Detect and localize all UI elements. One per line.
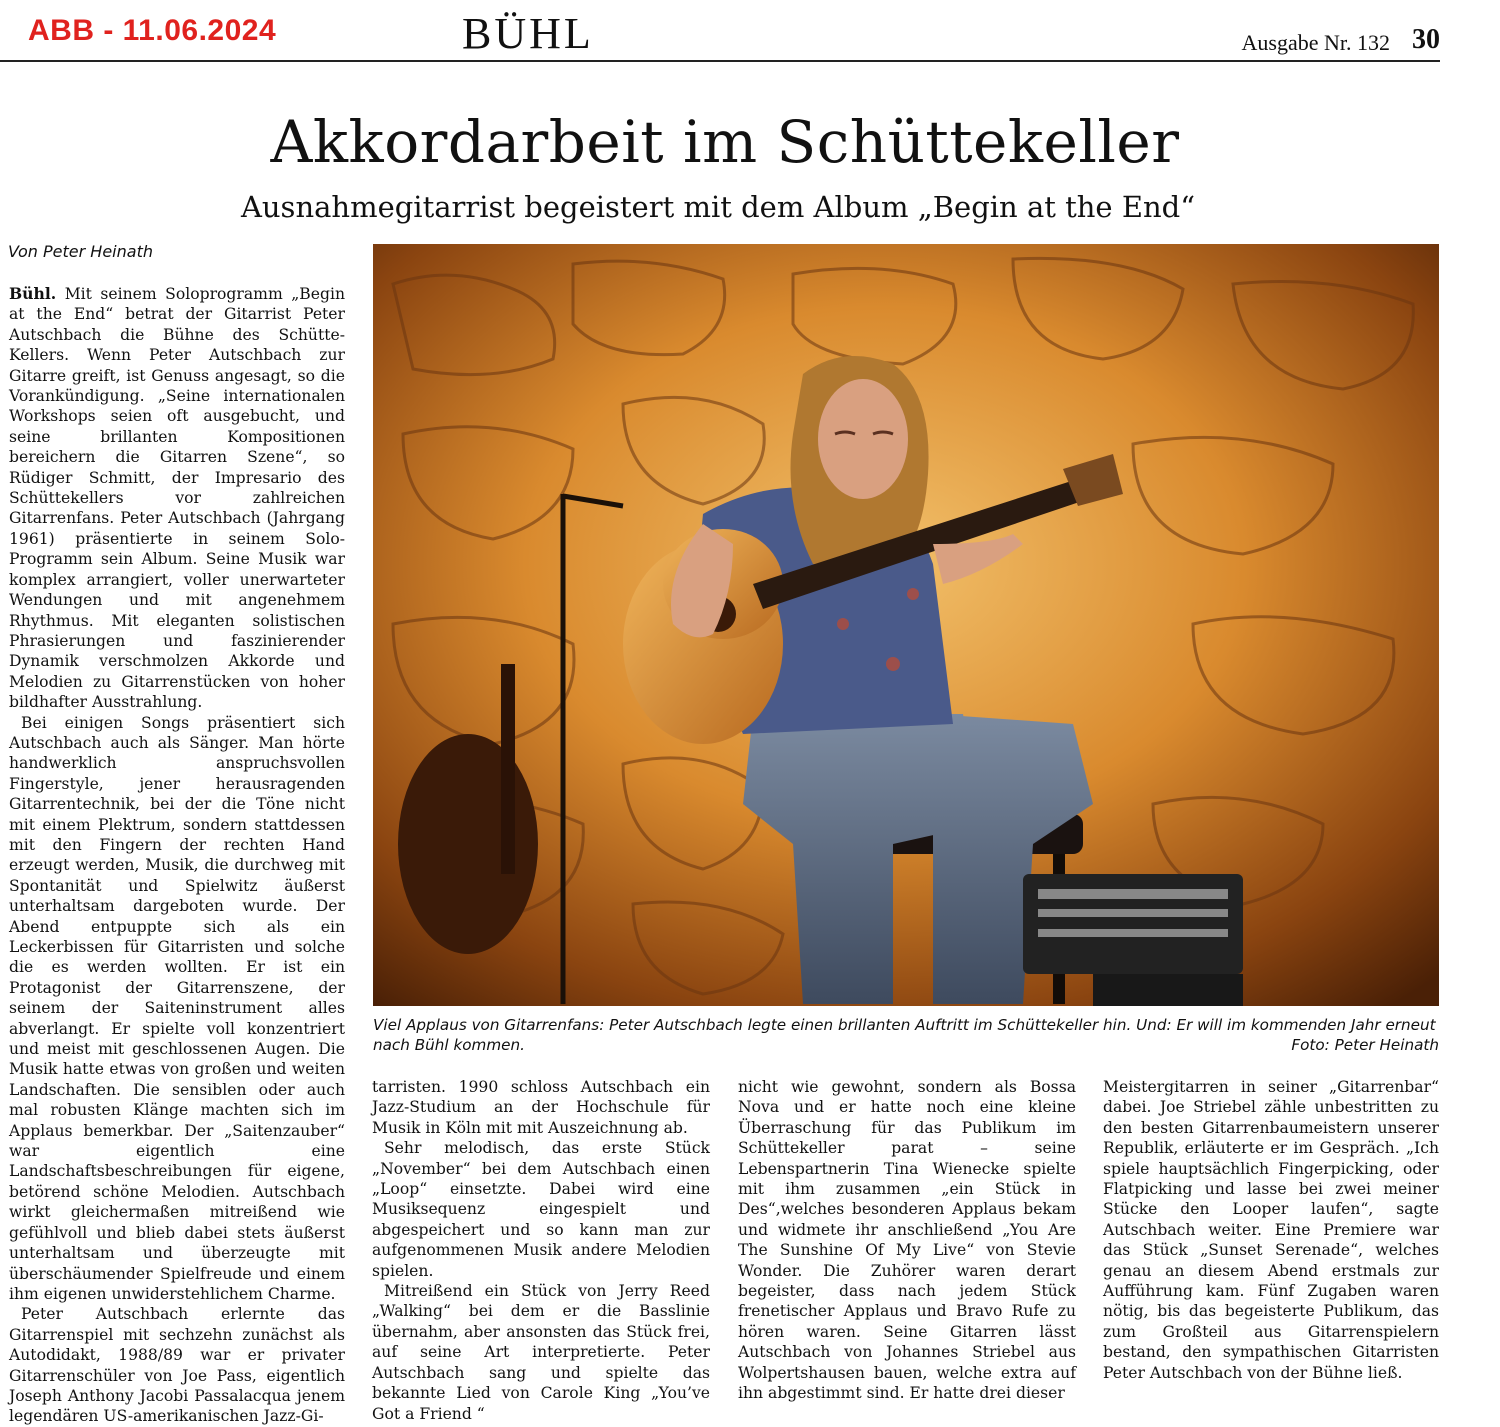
photo-caption xyxy=(373,1015,1439,1055)
header-rule xyxy=(0,60,1440,62)
date-stamp: ABB - 11.06.2024 xyxy=(28,14,277,47)
paragraph: Mitreißend ein Stück von Jerry Reed „Walking“ bei dem er die Basslinie übernahm, aber ansonsten das Stück frei, auf seine Art interpretierte. Peter Autschbach sang und spielte das bekannte Lied von Carole King „You’ve Got a Friend “ xyxy=(372,1282,710,1423)
photo-credit: Foto: Peter Heinath xyxy=(1291,1036,1439,1054)
paragraph: nicht wie gewohnt, sondern als Bossa Nova und er hatte noch eine kleine Überraschung für das Publikum im Schüttekeller parat – seine Lebenspartnerin Tina Wienecke spielte mit ihm zusammen „ein Stück in Des“,welches besonderen Applaus bekam und widmete ihr anschließend „You Are The Sunshine Of My Live“ von Stevie Wonder. Die Zuhörer waren derart begeister, dass nach jedem Stück frenetischer Applaus und Bravo Rufe zu hören waren. Seine Gitarren lässt Autschbach von Johannes Striebel aus Wolpertshausen bauen, welche extra auf ihn abgestimmt sind. Er hatte drei dieser xyxy=(738,1078,1076,1403)
page-number: 30 xyxy=(1412,24,1440,55)
headline: Akkordarbeit im Schüttekeller xyxy=(270,108,1180,176)
subheadline: Ausnahmegitarrist begeistert mit dem Album „Begin at the End“ xyxy=(240,190,1196,224)
paragraph: Sehr melodisch, das erste Stück „November“ bei dem Autschbach einen „Loop“ einsetzte. Dabei wird eine Musiksequenz eingespielt und abgespeichert und so kann man zur aufgenommenen Musik andere Melodien spielen. xyxy=(372,1139,710,1280)
byline: Von Peter Heinath xyxy=(8,242,153,261)
caption-text: Viel Applaus von Gitarrenfans: Peter Autschbach legte einen brillanten Auftritt im Schüttekeller hin. Und: Er will im kommenden Jahr erneut nach Bühl kommen. xyxy=(373,1016,1436,1054)
concert-photo xyxy=(373,244,1439,1006)
paragraph: Bühl. Mit seinem Soloprogramm „Begin at the End“ betrat der Gitarrist Peter Autschbach die Bühne des Schütte-Kellers. Wenn Peter Autschbach zur Gitarre greift, ist Genuss angesagt, so die Vorankündigung. „Seine internationalen Workshops seien oft ausgebucht, und seine brillanten Kompositionen bereichern die Gitarren Szene“, so Rüdiger Schmitt, der Impresario des Schüttekellers vor zahlreichen Gitarrenfans. Peter Autschbach (Jahrgang 1961) präsentierte in seinem Solo-Programm sein Album. Seine Musik war komplex arrangiert, voller unerwarteter Wendungen und mit angenehmem Rhythmus. Mit eleganten solistischen Phrasierungen und faszinierender Dynamik verschmolzen Akkorde und Melodien zu Gitarrenstücken von hoher bildhafter Ausstrahlung. xyxy=(9,284,345,712)
paragraph: Bei einigen Songs präsentiert sich Autschbach auch als Sänger. Man hörte handwerklich anspruchsvollen Fingerstyle, jener herausragenden Gitarrentechnik, bei der die Töne nicht mit einem Plektrum, sondern stattdessen mit den Fingern der rechten Hand erzeugt werden, Musik, die durchweg mit Spontanität und Spielwitz äußerst unterhaltsam dargeboten wurde. Der Abend entpuppte sich als ein Leckerbissen für Gitarristen und solche die es werden wollten. Er ist ein Protagonist der Gitarrenszene, der seinem der Saiteninstrument alles abverlangt. Er spielte voll konzentriert und meist mit geschlossenen Augen. Die Musik hatte etwas von großen und weiten Landschaften. Die sensiblen oder auch mal robusten Klänge machten sich im Applaus bemerkbar. Der „Saitenzauber“ war eigentlich eine Landschaftsbeschreibungen für eigene, betörend schöne Melodien. Autschbach wirkt gleichermaßen mitreißend wie gefühlvoll und blieb dabei stets äußerst unterhaltsam und überzeugte mit überschäumender Spielfreude und einem ihm eigenen unwiderstehlichem Charme. xyxy=(9,713,345,1303)
dateline: Bühl. xyxy=(9,284,57,303)
article-column-2 xyxy=(372,1077,710,1424)
article-column-3 xyxy=(738,1077,1076,1404)
paragraph: tarristen. 1990 schloss Autschbach ein Jazz-Studium an der Hochschule für Musik in Köln mit mit Auszeichnung ab. xyxy=(372,1078,710,1137)
issue-number: Ausgabe Nr. 132 xyxy=(1241,30,1390,55)
paragraph: Meistergitarren in seiner „Gitarrenbar“ dabei. Joe Striebel zähle unbestritten zu den besten Gitarrenbaumeistern unserer Republik, erläuterte er im Gespräch. „Ich spiele hauptsächlich Fingerpicking, oder Flatpicking und lasse bei zwei meiner Stücke den Looper laufen“, sagte Autschbach weiter. Eine Premiere war das Stück „Sunset Serenade“, welches genau an diesem Abend erstmals zur Aufführung kam. Fünf Zugaben waren nötig, bis das begeisterte Publikum, das zum Großteil aus Gitarrenspielern bestand, den sympathischen Gitarristen Peter Autschbach von der Bühne ließ. xyxy=(1103,1078,1439,1382)
article-column-1 xyxy=(9,284,345,1427)
article-column-4 xyxy=(1103,1077,1439,1383)
paragraph: Peter Autschbach erlernte das Gitarrenspiel mit sechzehn zunächst als Autodidakt, 1988/89 war er privater Gitarrenschüler von Joe Pass, eigentlich Joseph Anthony Jacobi Passalacqua jenem legendären US-amerikanischen Jazz-Gi- xyxy=(9,1305,345,1426)
section-title: BÜHL xyxy=(462,9,594,58)
